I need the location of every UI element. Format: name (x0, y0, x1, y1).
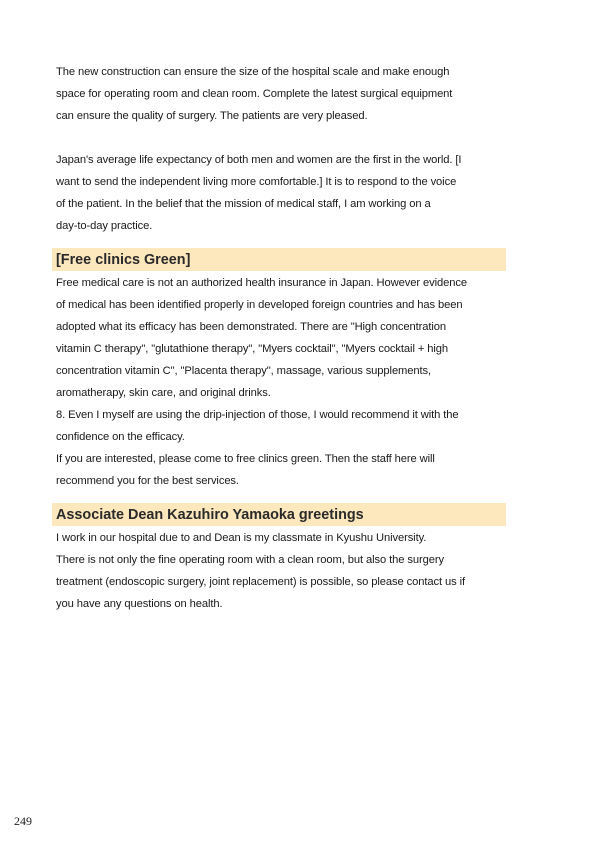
text-line: of medical has been identified properly in developed foreign countries and has been (56, 299, 463, 311)
text-line: Free medical care is not an authorized health insurance in Japan. However evidence (56, 277, 467, 289)
text-line: day-to-day practice. (56, 220, 153, 232)
section-heading-free-clinics: [Free clinics Green] (52, 248, 506, 271)
intro-paragraph-2 (56, 149, 516, 237)
text-line: space for operating room and clean room. Complete the latest surgical equipment (56, 88, 453, 100)
page-number: 249 (14, 814, 32, 828)
text-line: aromatherapy, skin care, and original drinks. (56, 387, 271, 399)
text-line: treatment (endoscopic surgery, joint replacement) is possible, so please contact us if (56, 576, 466, 588)
text-line: of the patient. In the belief that the mission of medical staff, I am working on a (56, 198, 431, 210)
text-line: you have any questions on health. (56, 598, 223, 610)
free-clinics-body (56, 272, 516, 492)
associate-dean-body (56, 527, 516, 615)
intro-paragraph-1 (56, 61, 516, 127)
section-heading-associate-dean: Associate Dean Kazuhiro Yamaoka greetings (52, 503, 506, 526)
text-line: There is not only the fine operating room with a clean room, but also the surgery (56, 554, 445, 566)
text-line: Japan's average life expectancy of both men and women are the first in the world. [I (56, 154, 462, 166)
text-line: adopted what its efficacy has been demonstrated. There are "High concentration (56, 321, 447, 333)
text-line: recommend you for the best services. (56, 475, 239, 487)
page-content (56, 61, 516, 615)
text-line: concentration vitamin C", "Placenta therapy", massage, various supplements, (56, 365, 432, 377)
text-line: confidence on the efficacy. (56, 431, 185, 443)
paragraph-spacer (56, 127, 516, 149)
text-line: can ensure the quality of surgery. The patients are very pleased. (56, 110, 368, 122)
text-line: vitamin C therapy", "glutathione therapy", "Myers cocktail", "Myers cocktail + high (56, 343, 449, 355)
text-line: The new construction can ensure the size of the hospital scale and make enough (56, 66, 450, 78)
text-line: I work in our hospital due to and Dean is my classmate in Kyushu University. (56, 532, 427, 544)
text-line: want to send the independent living more comfortable.] It is to respond to the voice (56, 176, 457, 188)
text-line: 8. Even I myself are using the drip-injection of those, I would recommend it with the (56, 409, 459, 421)
text-line: If you are interested, please come to free clinics green. Then the staff here will (56, 453, 435, 465)
